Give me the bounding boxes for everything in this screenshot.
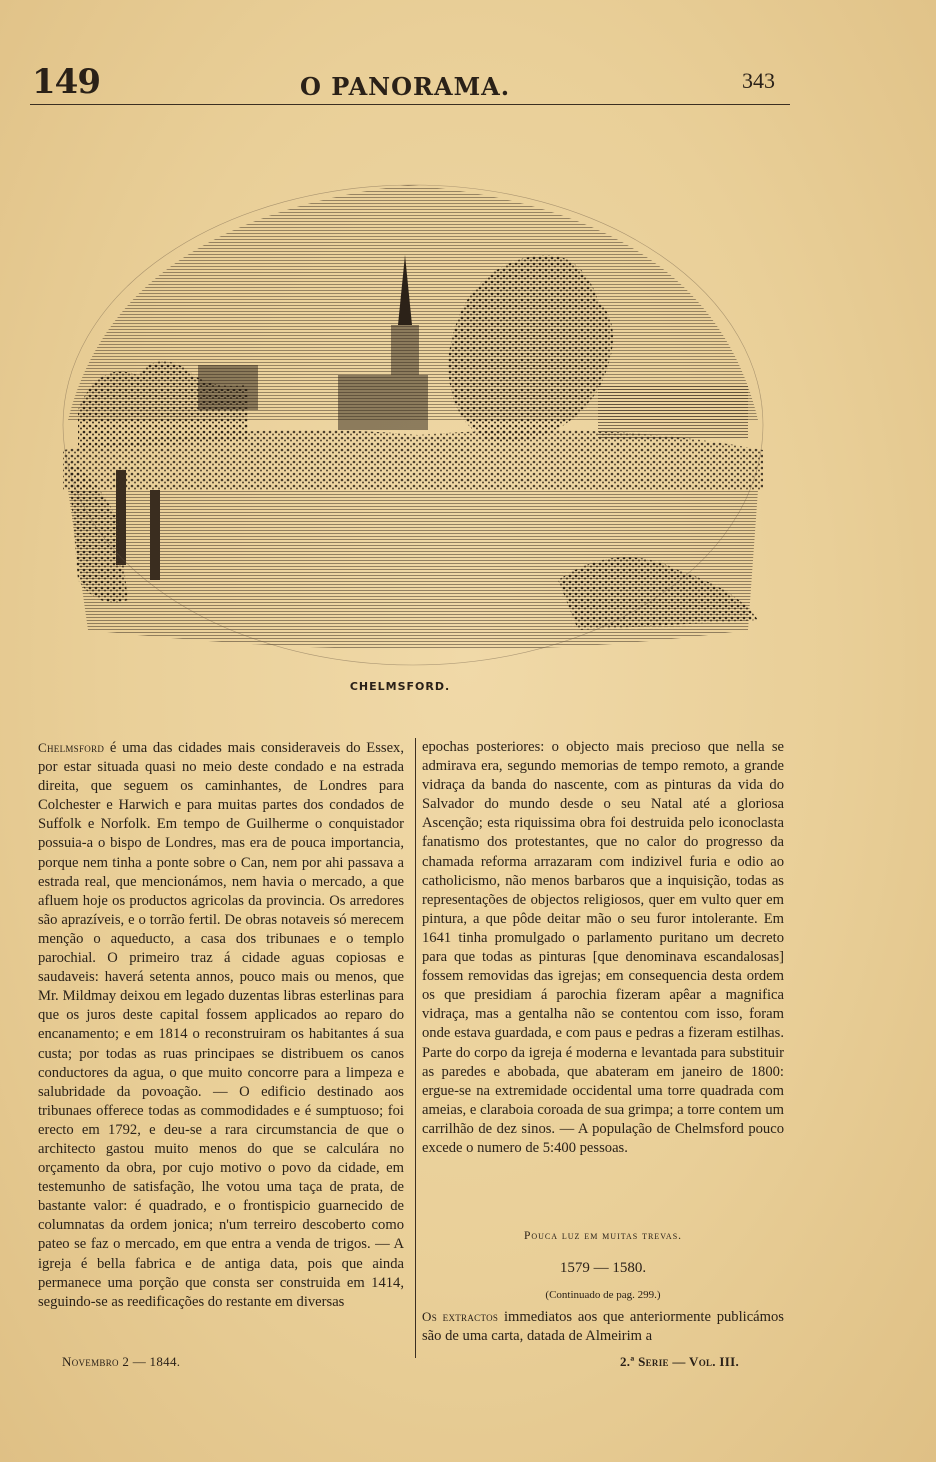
next-article-intro	[422, 1307, 784, 1346]
building-left	[198, 365, 258, 410]
footer-date: Novembro 2 — 1844.	[62, 1354, 181, 1369]
article-left-text: é uma das cidades mais consideraveis do Essex, por estar situada quasi no meio deste condado e na estrada direita, que seguem os caminhantes, de Londres para Colchester e Harwich e para muitas partes dos condados de Suffolk e Norfolk. Em tempo de Guilherme o conquistador possuia-a o bispo de Londres, mas era de pouca importancia, porque nem tinha a ponte sobre o Can, nem por ahi passava a estrada real, que mencionámos, nem havia o mercado, a que afluem hoje os productos agricolas da provincia. Os arredores são aprazíveis, e o torrão fertil. De obras notaveis só merecem menção o aqueducto, a casa dos tribunaes e o templo parochial. O primeiro traz á cidade aguas copiosas e saudaveis: haverá setenta annos, pouco mais ou menos, que Mr. Mildmay deixou em legado duzentas libras esterlinas para que os juros deste capital fossem applicados ao reparo do encanamento; e em 1814 o reconstruiram os habitantes á sua custa; por todas as ruas principaes se distribuem os canos conductores da agua, o que muito concorre para a limpeza e salubridade da povoação. — O edificio destinado aos tribunaes offerece todas as commodidades e é sumptuoso; foi erecto em 1792, e deu-se a rara circumstancia de que o architecto gastou muito menos do que se calculára no orçamento da obra, por cujo motivo o povo da cidade, em testemunho de satisfação, lhe votou uma taça de prata, de bastante valor: é quadrado, e o frontispicio guarnecido de columnatas da ordem jonica; n'um terreiro descoberto como pateo se faz o mercado, em que entra a venda de trigos. — A igreja é bella fabrica e de antiga data, pois que ainda permanece uma porção que consta ser construida em 1414, seguindo-se as reedificações do restante em diversas	[38, 740, 404, 1310]
page-number-right: 343	[742, 68, 775, 93]
post-1	[116, 470, 126, 565]
page-header	[30, 60, 790, 110]
article-left-column	[38, 738, 404, 1312]
illustration-caption: CHELMSFORD.	[349, 680, 451, 693]
next-article-text: immediatos aos que anteriormente publicámos são de uma carta, datada de Almeirim a	[422, 1309, 784, 1344]
article-right-column	[422, 738, 784, 1158]
column-divider	[415, 738, 416, 1358]
article-lead-word: Chelmsford	[38, 740, 105, 755]
next-article	[422, 1230, 784, 1346]
footer-series: 2.ª Serie — Vol. III.	[620, 1354, 740, 1369]
far-bank	[63, 430, 763, 490]
continued-note: (Continuado de pag. 299.)	[545, 1289, 661, 1301]
page-number-left: 149	[32, 62, 100, 102]
next-article-title: Pouca luz em muitas trevas.	[523, 1230, 683, 1242]
header-rule	[30, 104, 790, 105]
buildings-right	[598, 385, 748, 440]
chelmsford-engraving	[58, 160, 768, 670]
masthead-title: O PANORAMA.	[300, 72, 511, 101]
next-article-lead: Os extractos	[422, 1309, 499, 1324]
post-2	[150, 490, 160, 580]
church-tower	[391, 325, 419, 385]
next-article-dates: 1579 — 1580.	[559, 1260, 647, 1276]
article-right-text: epochas posteriores: o objecto mais precioso que nella se admirava era, segundo memorias de tempo remoto, a grande vidraça da banda do nascente, com as pinturas da vida do Salvador do mundo desde o seu Natal até a gloriosa Ascenção; esta riquissima obra foi destruida pelo iconoclasta fanatismo dos protestantes, que no calor do progresso da chamada reforma arrazaram com indizivel furia e odio ao catholicismo, não menos barbaros que a inquisição, todas as representações de objectos religiosos, quer em vulto quer em pintura, a que pôde deitar mão o seu furor intolerante. Em 1641 tinha promulgado o parlamento puritano um decreto para que todas as pinturas [que denominava escandalosas] fossem removidas das igrejas; em consequencia desta ordem os que presidiam á parochia fizeram apêar a magnifica vidraça, mas a gentalha não se contentou com isso, foram onde estava guardada, e com paus e pedras a fizeram estilhas. Parte do corpo da igreja é moderna e levantada para substituir as paredes e abobada, que abateram em janeiro de 1800: ergue-se na extremidade occidental uma torre quadrada com ameias, e claraboia coroada de sua grimpa; a torre contem um carrilhão de dez sinos. — A população de Chelmsford pouco excede o numero de 5:400 pessoas.	[422, 739, 784, 1156]
